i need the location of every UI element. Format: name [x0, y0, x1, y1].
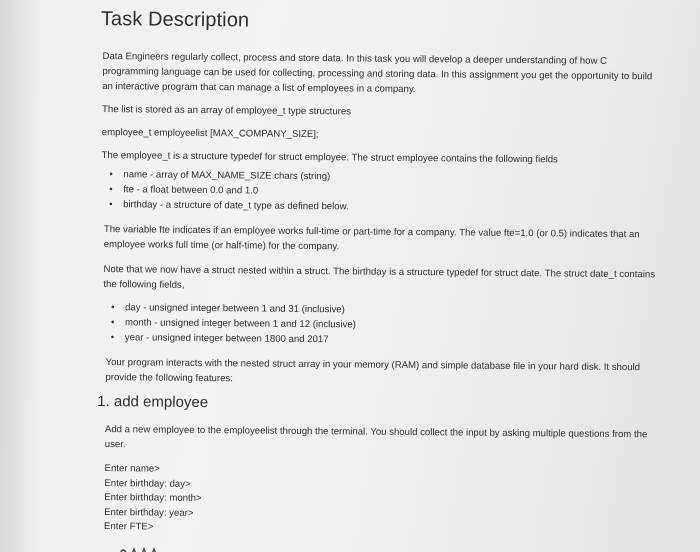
terminal-prompts [104, 462, 657, 540]
prompt-line: Enter birthday: month> [104, 492, 202, 504]
page-title: Task Description [100, 8, 250, 32]
page-shadow [0, 0, 40, 552]
date-fields-list [103, 300, 658, 350]
fte-description: The variable fte indicates if an employee works full-time or part-time for a company. The value fte=1.0 (or 0.5) indicates that an employee works full time (or half-time) for the company. [103, 224, 640, 253]
nested-struct-description: Note that we now have a struct nested within a struct. The birthday is a structure typedef for struct date. The struct date_t contains the following fields, [103, 264, 656, 291]
list-item: • birthday - a structure of date_t type as defined below. [115, 197, 659, 217]
document-body [96, 8, 661, 540]
struct-description: The employee_t is a structure typedef for struct employee. The struct employee contains the following fields [101, 150, 558, 166]
list-item: • name - array of MAX_NAME_SIZE chars (string) [115, 167, 659, 187]
list-stored-text: The list is stored as an array of employee_t type structures [101, 104, 352, 118]
cut-off-text-fragment [118, 540, 198, 552]
employee-fields-list [101, 167, 659, 217]
declaration-text: employee_t employeelist [MAX_COMPANY_SIZE]; [101, 127, 319, 141]
prompt-line: Enter name> [104, 463, 160, 475]
section-heading: 1. add employee [97, 392, 209, 412]
list-item: • fte - a float between 0.0 and 1.0 [115, 182, 659, 202]
section-description: Add a new employee to the employeelist through the terminal. You should collect the input by asking multiple questions from the user. [104, 424, 648, 451]
list-item: • day - unsigned integer between 1 and 31 (inclusive) [117, 300, 658, 320]
features-intro: Your program interacts with the nested struct array in your memory (RAM) and simple database file in your hard disk. It should provide the following features: [105, 357, 641, 385]
prompt-line: Enter FTE> [103, 521, 154, 533]
list-item: • year - unsigned integer between 1800 and 2017 [117, 330, 658, 350]
list-item: • month - unsigned integer between 1 and 12 (inclusive) [117, 315, 658, 335]
intro-paragraph: Data Engineers regularly collect, process and store data. In this task you will develop a deeper understanding of how C programming language can be used for collecting, processing and storing data. In this assignment you get the opportunity to build an interactive program that can manage a list of employees in a company. [102, 51, 653, 96]
prompt-line: Enter birthday: day> [104, 477, 191, 490]
prompt-line: Enter birthday: year> [104, 506, 194, 519]
